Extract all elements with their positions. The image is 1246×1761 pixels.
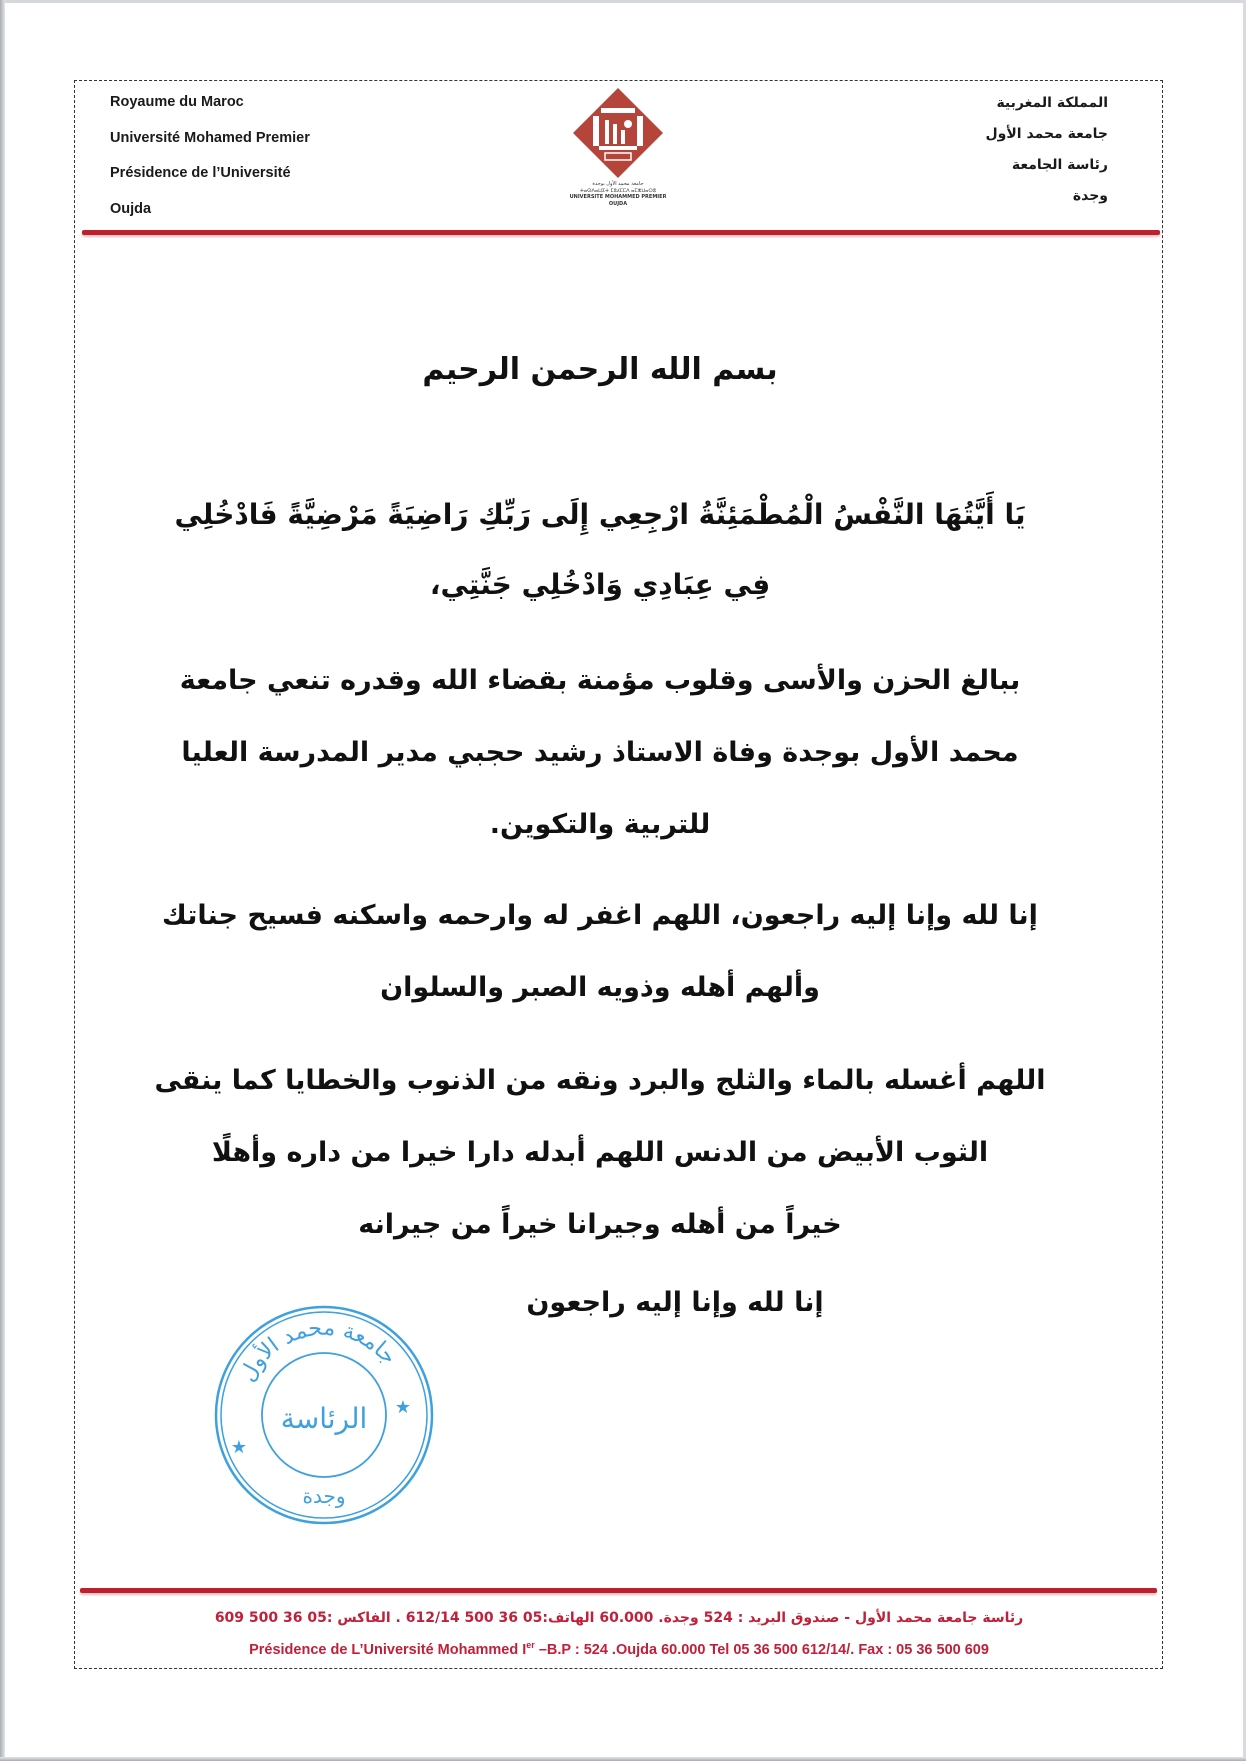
logo-pillar-left [593,116,599,146]
logo-caption [563,181,673,207]
stamp-bottom-text: وجدة [302,1484,346,1508]
verse-line: فِي عِبَادِي وَادْخُلِي جَنَّتِي، [429,568,771,601]
stamp-outer-text-path: جامعة محمد الأول [235,1315,402,1386]
header-ar-kingdom: المملكة المغربية [996,95,1108,111]
header-ar-city: وجدة [1072,188,1108,204]
paragraph-line: خيراً من أهله وجيرانا خيراً من جيرانه [358,1209,842,1240]
logo-stroke-1 [605,120,609,144]
header-fr-kingdom: Royaume du Maroc [110,94,244,110]
header-fr-presidency: Présidence de l’Université [110,165,291,181]
paragraph-line: إنا لله وإنا إليه راجعون، اللهم اغفر له وارحمه واسكنه فسيح جناتك [162,900,1038,931]
logo-sun [624,120,632,128]
paragraph-line: للتربية والتكوين. [489,809,711,840]
paragraph-line: وألهم أهله وذويه الصبر والسلوان [380,972,820,1003]
paragraph-line: محمد الأول بوجدة وفاة الاستاذ رشيد حجبي مدير المدرسة العليا [181,737,1019,768]
header-arabic-block [986,93,1108,217]
verse-line: يَا أَيَّتُهَا النَّفْسُ الْمُطْمَئِنَّةُ ارْجِعِي إِلَى رَبِّكِ رَاضِيَةً مَرْضِيَّةً فَادْخُلِي [174,498,1026,531]
footer-french-address [80,1640,1158,1658]
quran-verse [150,480,1050,620]
scan-edge-bottom [0,1757,1246,1761]
logo-stroke-2 [613,124,617,144]
paragraph-line: ببالغ الحزن والأسى وقلوب مؤمنة بقضاء الله وقدره تنعي جامعة [179,665,1021,696]
stamp-star-right-icon: ★ [394,1397,412,1418]
logo-emblem-icon [563,86,673,181]
logo-bar-bottom [599,146,637,150]
header-divider [82,230,1160,235]
condolence-paragraph [150,645,1050,861]
footer-fr-prefix: Présidence de L’Université Mohammed I [249,1641,527,1658]
footer-fr-superscript: er [526,1640,535,1650]
logo-pillar-right [637,116,643,146]
header-fr-university: Université Mohamed Premier [110,129,310,146]
paragraph-line: اللهم أغسله بالماء والثلج والبرد ونقه من الذنوب والخطايا كما ينقى [154,1065,1046,1096]
footer-arabic-address: رئاسة جامعة محمد الأول - صندوق البريد : 524 وجدة. 60.000 الهاتف:05 36 500 612/14 . الفاكس :05 36 500 609 [214,1610,1024,1626]
header-french-block [110,92,310,234]
footer-fr-suffix: –B.P : 524 .Oujda 60.000 Tel 05 36 500 612/14/. Fax : 05 36 500 609 [534,1641,989,1658]
logo-stroke-3 [621,130,625,144]
paragraph-line: الثوب الأبيض من الدنس اللهم أبدله دارا خيرا من داره وأهلًا [211,1137,989,1168]
basmala-heading: بسم الله الرحمن الرحيم [422,352,778,387]
header-ar-presidency: رئاسة الجامعة [1011,157,1108,173]
closing-line: إنا لله وإنا إليه راجعون [526,1287,824,1318]
logo-caption-arabic: جامعة محمد الأول بوجدة [592,181,644,187]
footer-divider [80,1588,1157,1593]
header-fr-city: Oujda [110,200,152,217]
logo-diamond [573,88,663,178]
logo-caption-french: UNIVERSITE MOHAMMED PREMIER OUJDA [569,194,667,207]
logo-bar-top [601,108,635,113]
stamp-seal-icon [212,1303,437,1528]
university-logo [563,86,673,211]
scan-edge-left [0,0,5,1761]
header-ar-university: جامعة محمد الأول [985,126,1108,142]
stamp-center-text: الرئاسة [280,1402,368,1435]
official-stamp [212,1303,437,1528]
stamp-star-left-icon: ★ [230,1437,248,1458]
prayer-paragraph [150,880,1050,1024]
supplication-paragraph [150,1045,1050,1261]
logo-caption-tifinagh: ⵜⴰⵙⴷⴰⵡⵉⵜ ⵎⵓⵃⵎⵎⴷ ⴰⵎⵣⵡⴰⵔⵓ [580,187,656,194]
scan-edge-top [0,0,1246,3]
